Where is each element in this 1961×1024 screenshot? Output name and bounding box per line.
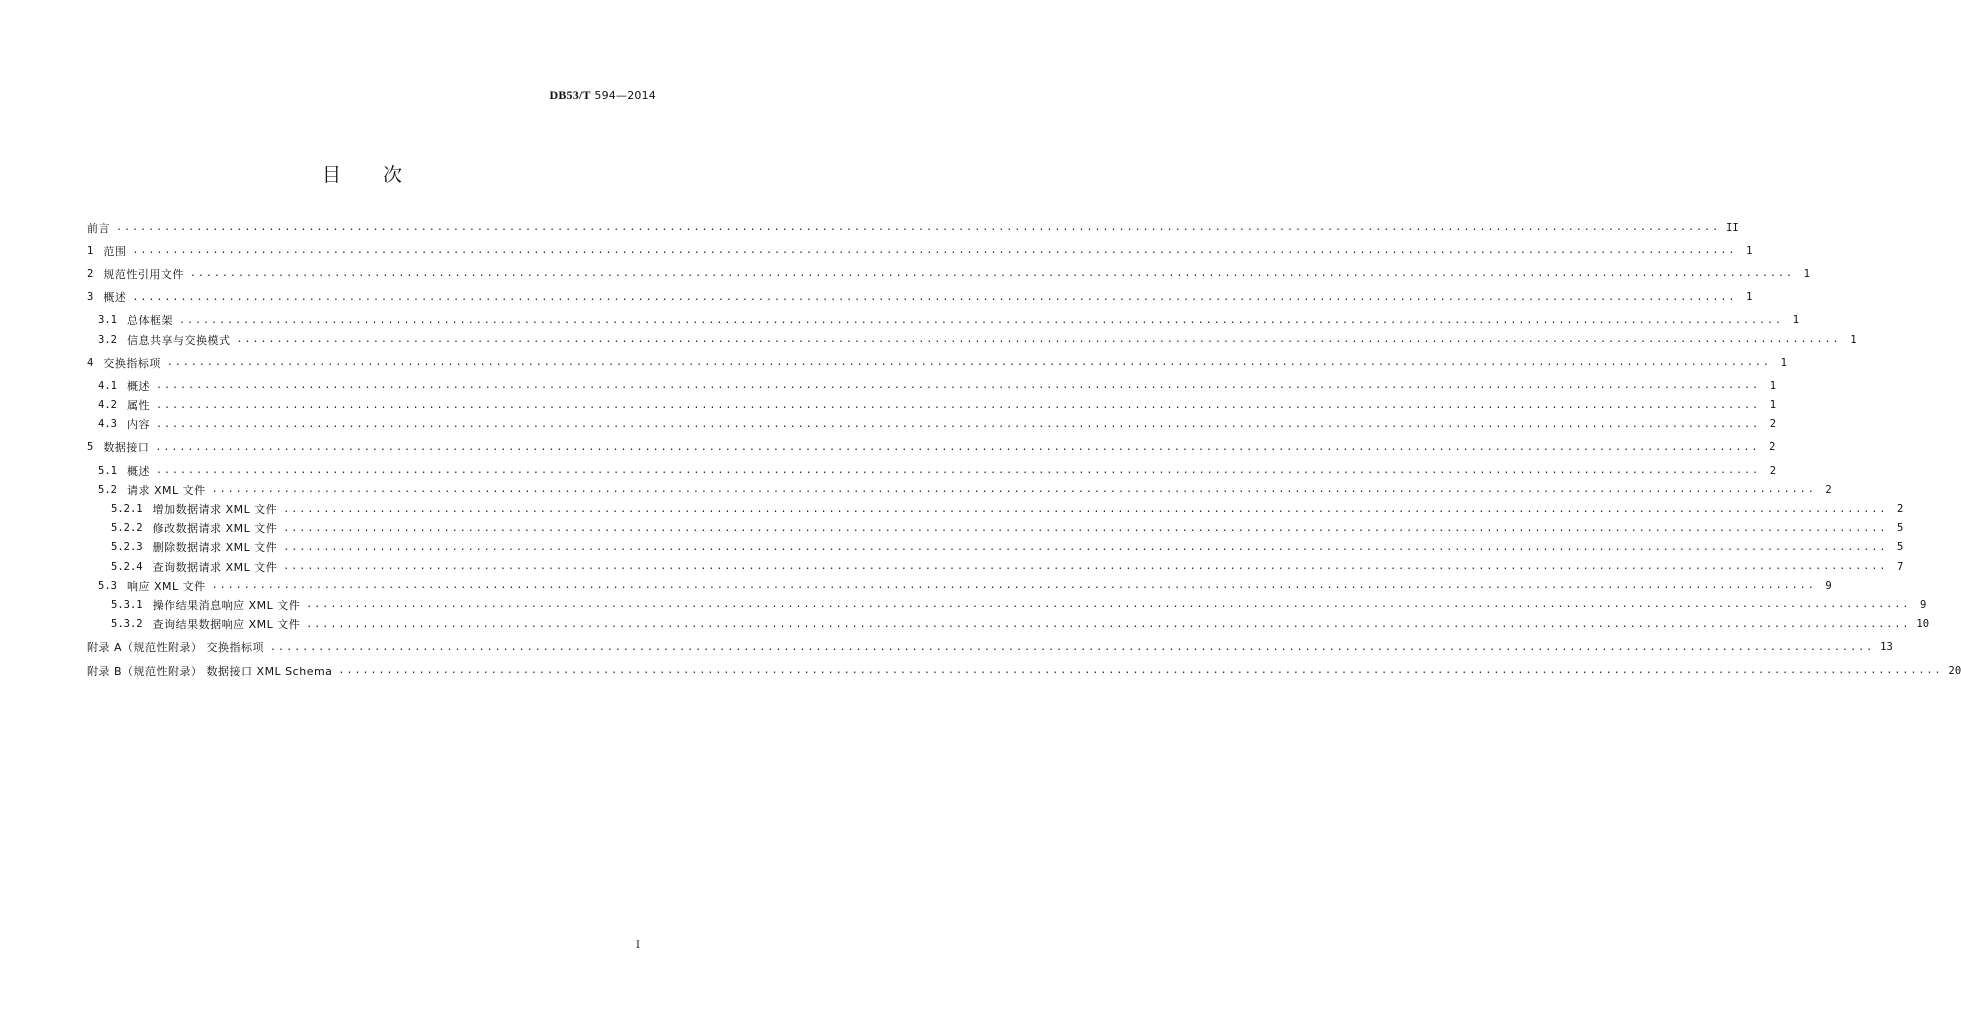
- toc-entry[interactable]: [87, 499, 1904, 518]
- toc-entry-number: 4.3: [98, 418, 117, 431]
- toc-entry[interactable]: [87, 264, 1810, 283]
- toc-entry[interactable]: [87, 288, 1753, 307]
- toc-entry-number: 2: [87, 267, 94, 280]
- toc-leader-dots: ........................................................................................................................................................................................................: [166, 357, 1771, 369]
- toc-entry-page: 2: [1769, 441, 1776, 454]
- toc-entry[interactable]: [87, 376, 1777, 395]
- toc-entry-number: 5.2: [98, 483, 117, 496]
- toc-leader-dots: ........................................................................................................................................................................................................: [283, 522, 1888, 534]
- toc-leader-dots: ........................................................................................................................................................................................................: [132, 291, 1737, 303]
- toc-entry-label: 修改数据请求 XML 文件: [152, 522, 278, 536]
- toc-entry-page: 9: [1825, 579, 1832, 592]
- toc-entry-label: 交换指标项: [103, 356, 161, 370]
- toc-entry-label: 数据接口: [103, 441, 150, 455]
- toc-entry-number: 5.2.3: [111, 541, 143, 554]
- toc-entry-number: 4: [87, 356, 94, 369]
- toc-entry-number: 5: [87, 441, 94, 454]
- title-char-2: 次: [383, 164, 403, 186]
- toc-entry[interactable]: [87, 218, 1739, 237]
- toc-entry[interactable]: [87, 396, 1777, 415]
- toc-entry[interactable]: [87, 519, 1904, 538]
- toc-leader-dots: ........................................................................................................................................................................................................: [270, 641, 1875, 653]
- toc-leader-dots: ........................................................................................................................................................................................................: [178, 314, 1784, 326]
- toc-entry[interactable]: [87, 661, 1961, 680]
- toc-entry-label: 总体框架: [126, 314, 173, 328]
- table-of-contents: [87, 218, 1961, 680]
- toc-entry-page: 20: [1948, 664, 1961, 677]
- toc-entry[interactable]: [87, 638, 1893, 657]
- toc-entry[interactable]: [87, 438, 1776, 457]
- toc-entry-number: 3: [87, 291, 94, 304]
- toc-leader-dots: ........................................................................................................................................................................................................: [211, 484, 1816, 496]
- toc-entry-label: 概述: [126, 464, 150, 478]
- toc-entry-label: 内容: [126, 418, 150, 432]
- toc-leader-dots: ........................................................................................................................................................................................................: [211, 580, 1816, 592]
- toc-entry-page: 2: [1825, 483, 1832, 496]
- toc-leader-dots: ........................................................................................................................................................................................................: [132, 245, 1737, 257]
- toc-entry-number: 5.1: [98, 464, 117, 477]
- toc-entry-label: 概述: [103, 291, 127, 305]
- toc-entry[interactable]: [87, 615, 1930, 634]
- toc-entry-number: 5.3.2: [111, 618, 143, 631]
- toc-entry-page: 5: [1897, 522, 1904, 535]
- toc-entry-page: 1: [1803, 267, 1810, 280]
- toc-leader-dots: ........................................................................................................................................................................................................: [236, 334, 1841, 346]
- toc-entry-number: 3.1: [98, 314, 117, 327]
- toc-leader-dots: ........................................................................................................................................................................................................: [283, 503, 1888, 515]
- toc-entry[interactable]: [87, 353, 1787, 372]
- title-char-1: 目: [321, 164, 341, 186]
- toc-leader-dots: ........................................................................................................................................................................................................: [283, 561, 1888, 573]
- toc-entry-label: 规范性引用文件: [103, 267, 184, 281]
- toc-entry[interactable]: [87, 415, 1777, 434]
- toc-entry-page: 2: [1769, 418, 1777, 431]
- standard-code-prefix: DB53/T: [549, 88, 591, 102]
- toc-leader-dots: ........................................................................................................................................................................................................: [338, 665, 1943, 677]
- toc-entry-page: 1: [1769, 399, 1777, 412]
- toc-entry-label: 范围: [103, 244, 127, 258]
- toc-leader-dots: ........................................................................................................................................................................................................: [155, 465, 1761, 477]
- toc-entry-page: 7: [1897, 560, 1904, 573]
- toc-entry-number: 5.3.1: [111, 598, 143, 611]
- toc-entry-page: 2: [1769, 464, 1777, 477]
- toc-leader-dots: ........................................................................................................................................................................................................: [155, 380, 1761, 392]
- toc-entry-page: 13: [1880, 641, 1893, 654]
- toc-entry[interactable]: [87, 311, 1800, 330]
- toc-entry-label: 属性: [126, 399, 150, 413]
- toc-entry-page: 5: [1897, 541, 1904, 554]
- toc-leader-dots: ........................................................................................................................................................................................................: [155, 399, 1761, 411]
- toc-entry-label: 前言: [87, 221, 110, 235]
- toc-entry-page: 1: [1792, 314, 1800, 327]
- toc-entry-label: 响应 XML 文件: [126, 579, 206, 593]
- toc-entry-label: 查询结果数据响应 XML 文件: [152, 618, 301, 632]
- page-number: I: [636, 940, 640, 951]
- toc-entry-label: 增加数据请求 XML 文件: [152, 503, 278, 517]
- toc-entry-page: 1: [1746, 291, 1753, 304]
- toc-entry[interactable]: [87, 557, 1904, 576]
- toc-entry[interactable]: [87, 330, 1857, 349]
- toc-entry-number: 5.2.4: [111, 560, 143, 573]
- toc-entry-page: 1: [1780, 356, 1787, 369]
- toc-entry-page: 1: [1746, 244, 1753, 257]
- toc-leader-dots: ........................................................................................................................................................................................................: [116, 222, 1721, 234]
- toc-entry[interactable]: [87, 576, 1832, 595]
- toc-entry-number: 1: [87, 244, 94, 257]
- toc-leader-dots: ........................................................................................................................................................................................................: [189, 268, 1794, 280]
- toc-entry-label: 操作结果消息响应 XML 文件: [152, 598, 301, 612]
- toc-entry-page: 9: [1920, 598, 1927, 611]
- toc-entry-number: 3.2: [98, 333, 117, 346]
- toc-entry-number: 5.3: [98, 579, 117, 592]
- standard-code: [549, 88, 656, 103]
- toc-entry-label: 信息共享与交换模式: [126, 333, 231, 347]
- toc-entry-page: 10: [1916, 618, 1930, 631]
- toc-entry[interactable]: [87, 241, 1753, 260]
- toc-leader-dots: ........................................................................................................................................................................................................: [155, 441, 1760, 453]
- toc-entry-label: 附录 A（规范性附录） 交换指标项: [87, 641, 265, 655]
- toc-leader-dots: ........................................................................................................................................................................................................: [283, 541, 1888, 553]
- page-title: [0, 160, 724, 187]
- standard-code-number: 594—2014: [594, 89, 656, 102]
- toc-entry-page: 2: [1897, 503, 1904, 516]
- toc-entry[interactable]: [87, 538, 1904, 557]
- toc-entry-number: 4.2: [98, 399, 117, 412]
- toc-entry[interactable]: [87, 461, 1777, 480]
- toc-entry-label: 删除数据请求 XML 文件: [152, 541, 278, 555]
- toc-entry-label: 查询数据请求 XML 文件: [152, 560, 278, 574]
- toc-entry-number: 5.2.2: [111, 522, 143, 535]
- toc-entry[interactable]: [87, 595, 1927, 614]
- toc-entry-label: 附录 B（规范性附录） 数据接口 XML Schema: [87, 664, 333, 678]
- toc-entry-page: 1: [1769, 379, 1777, 392]
- toc-entry-page: II: [1726, 221, 1739, 234]
- toc-entry-label: 概述: [126, 379, 150, 393]
- toc-entry-label: 请求 XML 文件: [126, 483, 206, 497]
- toc-entry-number: 4.1: [98, 379, 117, 392]
- toc-entry[interactable]: [87, 480, 1832, 499]
- toc-leader-dots: ........................................................................................................................................................................................................: [306, 618, 1911, 630]
- toc-leader-dots: ........................................................................................................................................................................................................: [155, 418, 1761, 430]
- toc-entry-page: 1: [1850, 333, 1857, 346]
- toc-leader-dots: ........................................................................................................................................................................................................: [306, 599, 1911, 611]
- toc-entry-number: 5.2.1: [111, 503, 143, 516]
